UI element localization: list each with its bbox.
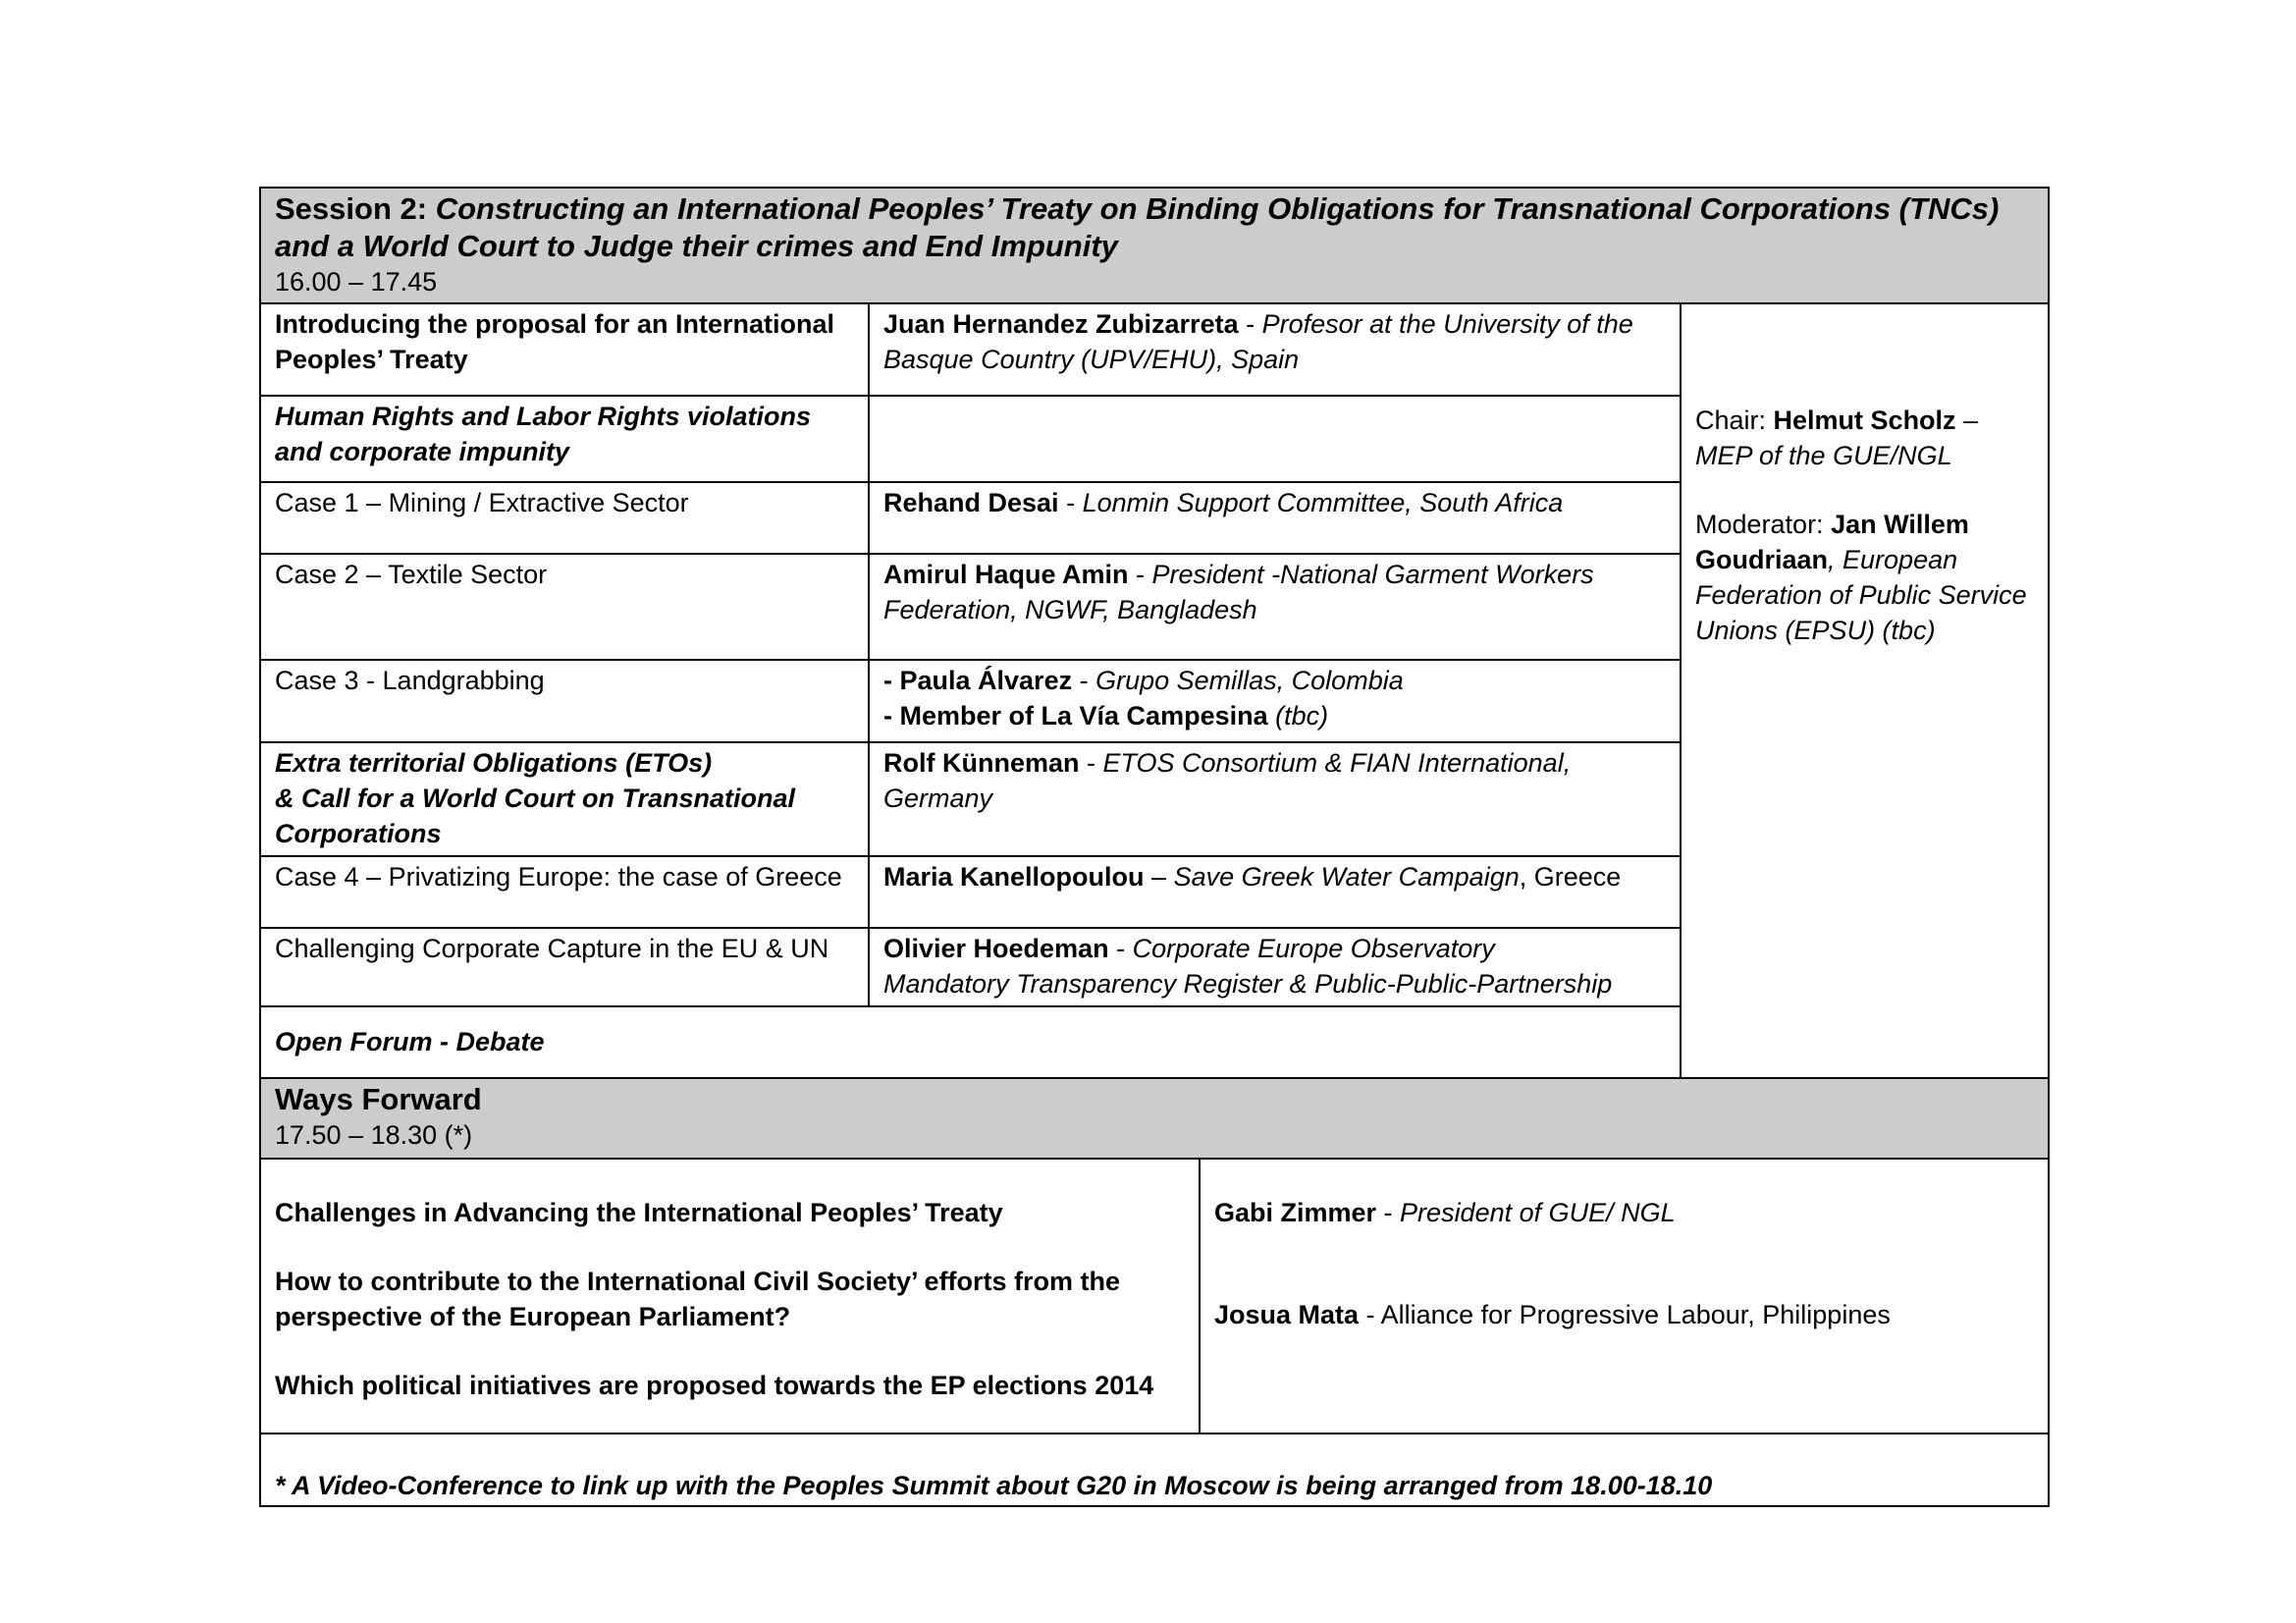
speaker-name: - Member of La Vía Campesina	[883, 701, 1268, 730]
topic-cell	[260, 396, 869, 482]
speaker-cell	[869, 660, 1681, 742]
speaker-name: Josua Mata	[1214, 1300, 1360, 1329]
chair-role: MEP of the GUE/NGL	[1695, 441, 1952, 470]
speaker-cell	[869, 928, 1681, 1006]
session-header-row	[260, 188, 2049, 303]
speaker-separator: -	[1128, 560, 1152, 589]
topic-text: Case 4 – Privatizing Europe: the case of Greece	[275, 862, 842, 892]
speaker-separator: -	[1238, 309, 1262, 339]
session-title-text: Constructing an International Peoples’ Treaty on Binding Obligations for Transnational Corporations (TNCs) and a World Court to Judge their crimes and End Impunity	[275, 191, 2000, 263]
speaker-name: Amirul Haque Amin	[883, 560, 1129, 589]
topic-text: Challenging Corporate Capture in the EU & UN	[275, 934, 829, 963]
topic-text: Case 3 - Landgrabbing	[275, 666, 545, 695]
chair-separator: –	[1955, 406, 1979, 435]
agenda-page	[259, 187, 2048, 1507]
speaker-name: - Paula Álvarez	[883, 666, 1073, 695]
speaker-cell	[869, 396, 1681, 482]
speaker-separator: -	[1058, 488, 1083, 517]
speaker-name: Gabi Zimmer	[1214, 1198, 1377, 1227]
topic-text: Human Rights and Labor Rights violations and corporate impunity	[275, 402, 812, 466]
session-title	[275, 190, 2034, 265]
question-item: How to contribute to the International Civil Society’ efforts from the perspective of the European Parliament?	[275, 1267, 1121, 1331]
speaker-separator: -	[1108, 934, 1133, 963]
speaker-cell	[869, 742, 1681, 856]
topic-text: Extra territorial Obligations (ETOs)	[275, 748, 713, 778]
topic-cell	[260, 928, 869, 1006]
topic-text: Case 2 – Textile Sector	[275, 560, 548, 589]
chair-moderator-cell	[1681, 303, 2049, 1078]
question-item: Which political initiatives are proposed towards the EP elections 2014	[275, 1371, 1154, 1400]
speaker-name: Rolf Künneman	[883, 748, 1080, 778]
speaker-role: Mandatory Transparency Register & Public-Public-Partnership	[883, 969, 1613, 999]
speaker-role: Lonmin Support Committee, South Africa	[1082, 488, 1564, 517]
moderator-label: Moderator:	[1695, 510, 1832, 539]
topic-cell	[260, 742, 869, 856]
session-label: Session 2:	[275, 191, 428, 226]
speaker-cell	[869, 303, 1681, 396]
chair-label: Chair:	[1695, 406, 1774, 435]
ways-forward-header-row	[260, 1078, 2049, 1159]
speaker-role: Save Greek Water Campaign	[1173, 862, 1520, 892]
ways-forward-table	[259, 1077, 2050, 1507]
speaker-separator: –	[1144, 862, 1174, 892]
moderator-name: Jan Willem Goudriaan	[1695, 510, 1969, 574]
speaker-separator: -	[1072, 666, 1096, 695]
speaker-role: Grupo Semillas, Colombia	[1095, 666, 1404, 695]
speaker-cell	[869, 554, 1681, 660]
ways-forward-header	[260, 1078, 2049, 1159]
chair-name: Helmut Scholz	[1773, 406, 1956, 435]
ways-forward-time: 17.50 – 18.30 (*)	[275, 1120, 473, 1150]
open-forum-cell	[260, 1006, 1681, 1078]
session-time: 16.00 – 17.45	[275, 267, 438, 297]
topic-text: Open Forum - Debate	[275, 1026, 545, 1056]
ways-forward-speakers	[1200, 1159, 2049, 1434]
speaker-role: President -National Garment Workers Federation, NGWF, Bangladesh	[883, 560, 1594, 624]
topic-text: Case 1 – Mining / Extractive Sector	[275, 488, 689, 517]
speaker-separator: -	[1376, 1198, 1401, 1227]
topic-text: Introducing the proposal for an International Peoples’ Treaty	[275, 309, 835, 374]
speaker-role: ETOS Consortium & FIAN International, Germany	[883, 748, 1572, 813]
speaker-role: Corporate Europe Observatory	[1132, 934, 1495, 963]
speaker-role: (tbc)	[1275, 701, 1329, 730]
ways-forward-title: Ways Forward	[275, 1082, 482, 1116]
moderator-line	[1695, 507, 2034, 648]
question-item: Challenges in Advancing the International Peoples’ Treaty	[275, 1198, 1003, 1227]
speaker-cell	[869, 482, 1681, 554]
speaker-role: - Alliance for Progressive Labour, Philippines	[1359, 1300, 1891, 1329]
speaker-role: President of GUE/ NGL	[1400, 1198, 1676, 1227]
speaker-cell	[869, 856, 1681, 928]
speaker-name: Maria Kanellopoulou	[883, 862, 1145, 892]
footnote-row	[260, 1434, 2049, 1506]
ways-forward-questions	[260, 1159, 1200, 1434]
topic-text: & Call for a World Court on Transnational Corporations	[275, 784, 796, 848]
speaker-separator: -	[1079, 748, 1103, 778]
table-row	[260, 303, 2049, 396]
speaker-country: , Greece	[1519, 862, 1622, 892]
topic-cell	[260, 554, 869, 660]
session-2-table	[259, 187, 2050, 1079]
topic-cell	[260, 660, 869, 742]
speaker-name: Olivier Hoedeman	[883, 934, 1109, 963]
speaker-name: Rehand Desai	[883, 488, 1059, 517]
ways-forward-row	[260, 1159, 2049, 1434]
topic-cell	[260, 856, 869, 928]
chair-line	[1695, 403, 2034, 473]
topic-cell	[260, 303, 869, 396]
speaker-name: Juan Hernandez Zubizarreta	[883, 309, 1239, 339]
speaker-role: Profesor at the University of the Basque Country (UPV/EHU), Spain	[883, 309, 1633, 374]
footnote: * A Video-Conference to link up with the Peoples Summit about G20 in Moscow is being arranged from 18.00-18.10	[260, 1434, 2049, 1506]
moderator-role: , European Federation of Public Service Unions (EPSU) (tbc)	[1695, 545, 2027, 645]
topic-cell	[260, 482, 869, 554]
session-header	[260, 188, 2049, 303]
